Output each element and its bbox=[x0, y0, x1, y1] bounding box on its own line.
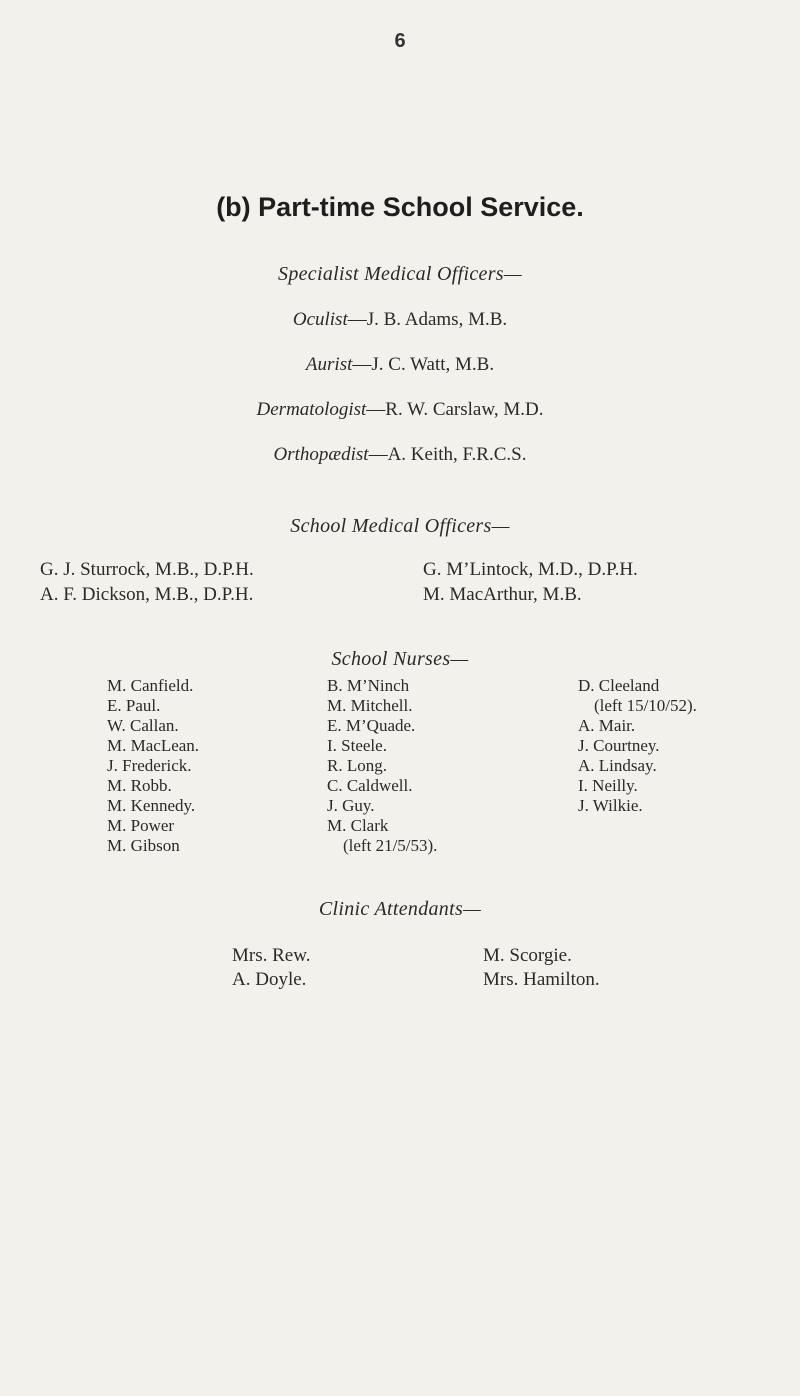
nurses-column-2 bbox=[327, 676, 437, 856]
em-dash: — bbox=[368, 444, 388, 465]
em-dash: — bbox=[352, 354, 372, 375]
list-item: E. M’Quade. bbox=[327, 716, 416, 735]
specialist-role: Orthopædist bbox=[273, 444, 369, 465]
list-item: R. Long. bbox=[327, 756, 387, 775]
specialist-dermatologist bbox=[0, 399, 800, 421]
medical-officer-right-2: M. MacArthur, M.B. bbox=[423, 584, 582, 605]
list-item: I. Neilly. bbox=[578, 776, 638, 795]
list-item: D. Cleeland bbox=[578, 676, 660, 695]
list-item: M. Canfield. bbox=[107, 676, 194, 695]
attendant-left-1: Mrs. Rew. bbox=[232, 945, 311, 966]
medical-officer-right-1: G. M’Lintock, M.D., D.P.H. bbox=[423, 559, 638, 580]
list-item: J. Guy. bbox=[327, 796, 375, 815]
list-item: (left 15/10/52). bbox=[594, 696, 697, 715]
list-item: J. Frederick. bbox=[107, 756, 192, 775]
attendant-right-2: Mrs. Hamilton. bbox=[483, 969, 600, 990]
list-item: M. Kennedy. bbox=[107, 796, 196, 815]
specialist-officers-heading: Specialist Medical Officers— bbox=[278, 263, 522, 285]
school-nurses-heading: School Nurses— bbox=[331, 648, 469, 670]
specialist-role: Dermatologist bbox=[256, 399, 367, 420]
specialist-orthopaedist bbox=[0, 444, 800, 466]
clinic-attendants-heading: Clinic Attendants— bbox=[318, 898, 482, 920]
nurses-column-1 bbox=[107, 676, 199, 856]
list-item: E. Paul. bbox=[107, 696, 161, 715]
attendant-right-1: M. Scorgie. bbox=[483, 945, 572, 966]
list-item: I. Steele. bbox=[327, 736, 387, 755]
list-item: M. MacLean. bbox=[107, 736, 200, 755]
list-item: (left 21/5/53). bbox=[343, 836, 438, 855]
specialist-role: Aurist bbox=[305, 354, 353, 375]
medical-officer-left-1: G. J. Sturrock, M.B., D.P.H. bbox=[40, 559, 254, 580]
list-item: M. Clark bbox=[327, 816, 389, 835]
list-item: J. Wilkie. bbox=[578, 796, 643, 815]
list-item: M. Robb. bbox=[107, 776, 172, 795]
school-medical-officers-heading: School Medical Officers— bbox=[290, 515, 510, 537]
em-dash: — bbox=[347, 309, 367, 330]
list-item: J. Courtney. bbox=[578, 736, 660, 755]
specialist-role: Oculist bbox=[292, 309, 348, 330]
list-item: B. M’Ninch bbox=[327, 676, 410, 695]
list-item: A. Mair. bbox=[578, 716, 636, 735]
specialist-name: R. W. Carslaw, M.D. bbox=[385, 399, 544, 420]
list-item: C. Caldwell. bbox=[327, 776, 413, 795]
specialist-oculist bbox=[0, 309, 800, 331]
list-item: A. Lindsay. bbox=[578, 756, 657, 775]
list-item: W. Callan. bbox=[107, 716, 179, 735]
section-title: (b) Part-time School Service. bbox=[216, 192, 584, 222]
specialist-aurist bbox=[0, 354, 800, 376]
nurses-column-3 bbox=[578, 676, 697, 816]
list-item: M. Power bbox=[107, 816, 175, 835]
em-dash: — bbox=[366, 399, 386, 420]
attendant-left-2: A. Doyle. bbox=[232, 969, 307, 990]
medical-officer-left-2: A. F. Dickson, M.B., D.P.H. bbox=[40, 584, 254, 605]
specialist-name: J. C. Watt, M.B. bbox=[371, 354, 495, 375]
list-item: M. Mitchell. bbox=[327, 696, 413, 715]
specialist-name: J. B. Adams, M.B. bbox=[366, 309, 508, 330]
specialist-name: A. Keith, F.R.C.S. bbox=[387, 444, 527, 465]
list-item: M. Gibson bbox=[107, 836, 180, 855]
page-number: 6 bbox=[394, 30, 406, 52]
